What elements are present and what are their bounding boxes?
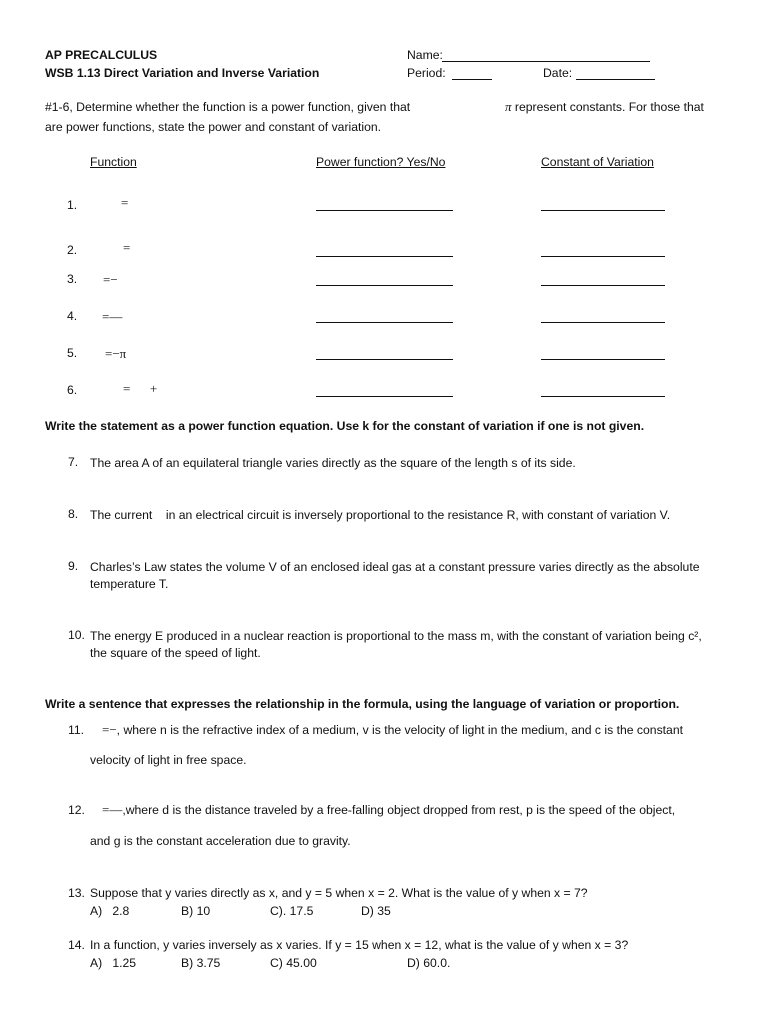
row-number: 5. bbox=[67, 346, 78, 360]
question-text: Charles’s Law states the volume V of an enclosed ideal gas at a constant pressure varies directly as the absolute temperature T. bbox=[90, 560, 700, 591]
formula-expression: =− bbox=[102, 722, 117, 737]
constant-answer-blank[interactable] bbox=[541, 359, 665, 360]
name-field[interactable] bbox=[442, 61, 650, 62]
question-number: 11. bbox=[68, 723, 85, 737]
choice-d[interactable]: D) 35 bbox=[361, 904, 391, 918]
question-text: ,where d is the distance traveled by a free-falling object dropped from rest, p is the speed of the object, bbox=[122, 803, 676, 817]
question-number: 14. bbox=[68, 938, 85, 952]
date-field[interactable] bbox=[576, 79, 655, 80]
power-answer-blank[interactable] bbox=[316, 359, 453, 360]
function-expression: =−π bbox=[105, 346, 127, 361]
formula-expression: =— bbox=[102, 802, 123, 817]
constant-answer-blank[interactable] bbox=[541, 256, 665, 257]
section-heading: Write the statement as a power function equation. Use k for the constant of variation if one is not given. bbox=[45, 419, 645, 433]
function-expression: = bbox=[123, 240, 131, 255]
constant-answer-blank[interactable] bbox=[541, 322, 665, 323]
power-answer-blank[interactable] bbox=[316, 210, 453, 211]
column-header-function: Function bbox=[90, 155, 137, 169]
intro-line-1: #1-6, Determine whether the function is a power function, given that bbox=[45, 100, 411, 114]
question-text: , where n is the refractive index of a medium, v is the velocity of light in the medium, and c is the constant bbox=[116, 723, 683, 737]
function-expression: = + bbox=[123, 381, 158, 396]
question-line-1 bbox=[102, 802, 675, 818]
course-title: AP PRECALCULUS bbox=[45, 48, 158, 62]
period-field[interactable] bbox=[452, 79, 492, 80]
power-answer-blank[interactable] bbox=[316, 396, 453, 397]
intro-line-1-right: represent constants. For those that bbox=[511, 100, 704, 114]
function-expression: = bbox=[121, 195, 129, 210]
question-number: 8. bbox=[68, 507, 79, 521]
question-line-2: velocity of light in free space. bbox=[90, 753, 247, 767]
column-header-power: Power function? Yes/No bbox=[316, 155, 446, 169]
choice-a[interactable]: A) 1.25 bbox=[90, 956, 137, 970]
choice-d[interactable]: D) 60.0. bbox=[407, 956, 451, 970]
date-label: Date: bbox=[543, 66, 573, 80]
question-number: 10. bbox=[68, 628, 85, 642]
question-text: Suppose that y varies directly as x, and y = 5 when x = 2. What is the value of y when x = 7? bbox=[90, 886, 588, 900]
choice-c[interactable]: C) 45.00 bbox=[270, 956, 317, 970]
question-text: The area A of an equilateral triangle varies directly as the square of the length s of its side. bbox=[90, 456, 576, 470]
period-label: Period: bbox=[407, 66, 446, 80]
question-number: 13. bbox=[68, 886, 85, 900]
row-number: 1. bbox=[67, 198, 78, 212]
question-text: The energy E produced in a nuclear reaction is proportional to the mass m, with the constant of variation being c², the square of the speed of light. bbox=[90, 629, 702, 660]
question-text: The current in an electrical circuit is inversely proportional to the resistance R, with constant of variation V. bbox=[90, 508, 671, 522]
power-answer-blank[interactable] bbox=[316, 256, 453, 257]
choice-a[interactable]: A) 2.8 bbox=[90, 904, 130, 918]
name-label: Name: bbox=[407, 48, 443, 62]
choice-b[interactable]: B) 3.75 bbox=[181, 956, 221, 970]
worksheet-title: WSB 1.13 Direct Variation and Inverse Variation bbox=[45, 66, 320, 80]
function-expression: =— bbox=[102, 309, 123, 324]
row-number: 4. bbox=[67, 309, 78, 323]
power-answer-blank[interactable] bbox=[316, 322, 453, 323]
function-expression: =− bbox=[103, 272, 118, 287]
question-line-1 bbox=[102, 722, 683, 738]
constant-answer-blank[interactable] bbox=[541, 396, 665, 397]
power-answer-blank[interactable] bbox=[316, 285, 453, 286]
intro-line-2: are power functions, state the power and constant of variation. bbox=[45, 120, 382, 134]
intro-right bbox=[505, 99, 704, 115]
choice-c[interactable]: C). 17.5 bbox=[270, 904, 314, 918]
question-line-2: and g is the constant acceleration due to gravity. bbox=[90, 834, 351, 848]
question-number: 9. bbox=[68, 559, 79, 573]
question-number: 12. bbox=[68, 803, 85, 817]
constant-answer-blank[interactable] bbox=[541, 285, 665, 286]
choice-b[interactable]: B) 10 bbox=[181, 904, 211, 918]
row-number: 6. bbox=[67, 383, 78, 397]
section-heading: Write a sentence that expresses the relationship in the formula, using the language of variation or proportion. bbox=[45, 697, 680, 711]
row-number: 2. bbox=[67, 243, 78, 257]
question-number: 7. bbox=[68, 455, 79, 469]
question-text: In a function, y varies inversely as x varies. If y = 15 when x = 12, what is the value of y when x = 3? bbox=[90, 938, 629, 952]
constant-answer-blank[interactable] bbox=[541, 210, 665, 211]
row-number: 3. bbox=[67, 272, 78, 286]
column-header-constant: Constant of Variation bbox=[541, 155, 654, 169]
pi-symbol: π bbox=[505, 99, 512, 114]
